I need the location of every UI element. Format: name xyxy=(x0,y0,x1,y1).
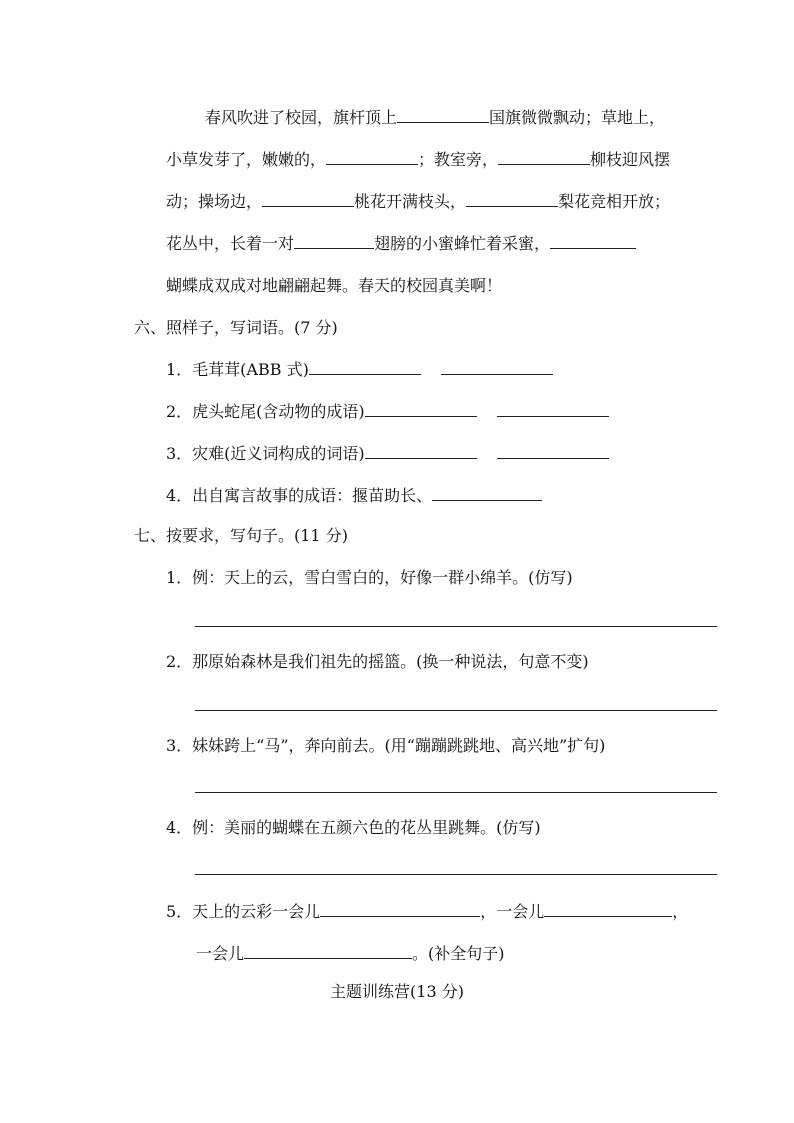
fill-blank[interactable] xyxy=(466,190,558,207)
section-7-item-1: 1．例：天上的云，雪白雪白的，好像一群小绵羊。(仿写) xyxy=(166,568,573,587)
fill-blank[interactable] xyxy=(326,148,418,165)
section-6-item-4 xyxy=(166,484,542,508)
passage-text: 动；操场边， xyxy=(166,192,263,211)
answer-blank[interactable] xyxy=(309,358,421,375)
section-7-item-3: 3．妹妹跨上“马”，奔向前去。(用“蹦蹦跳跳地、高兴地”扩句) xyxy=(166,736,606,755)
item-text: 4．出自寓言故事的成语：揠苗助长、 xyxy=(166,486,433,505)
passage-text: 桃花开满枝头， xyxy=(354,192,467,211)
answer-blank[interactable] xyxy=(365,400,477,417)
fill-blank[interactable] xyxy=(498,148,590,165)
answer-line[interactable] xyxy=(195,710,717,711)
fill-blank[interactable] xyxy=(397,106,489,123)
passage-text: 翅膀的小蜜蜂忙着采蜜， xyxy=(374,234,551,253)
answer-blank[interactable] xyxy=(365,442,477,459)
passage-text: 小草发芽了，嫩嫩的， xyxy=(166,150,327,169)
passage-line-1 xyxy=(205,106,665,130)
passage-text: 春风吹进了校园，旗杆顶上 xyxy=(205,108,398,127)
passage-line-4 xyxy=(166,232,636,256)
answer-blank[interactable] xyxy=(544,900,672,917)
passage-text: 国旗微微飘动；草地上， xyxy=(489,108,666,127)
answer-blank[interactable] xyxy=(497,442,609,459)
section-6-item-3 xyxy=(166,442,609,466)
answer-blank[interactable] xyxy=(497,400,609,417)
section-7-item-2: 2．那原始森林是我们祖先的摇篮。(换一种说法，句意不变) xyxy=(166,652,589,671)
passage-text: 柳枝迎风摆 xyxy=(590,150,671,169)
section-6-item-2 xyxy=(166,400,609,424)
answer-line[interactable] xyxy=(195,792,717,793)
passage-text: 梨花竞相开放； xyxy=(558,192,671,211)
item-text: 2．虎头蛇尾(含动物的成语) xyxy=(166,402,365,421)
section-title: 主题训练营(13 分) xyxy=(330,982,464,1001)
answer-line[interactable] xyxy=(195,874,717,875)
fill-blank[interactable] xyxy=(294,232,374,249)
answer-blank[interactable] xyxy=(244,942,412,959)
section-7-item-5 xyxy=(166,900,688,924)
passage-text: ；教室旁， xyxy=(418,150,499,169)
section-7-item-4: 4．例：美丽的蝴蝶在五颜六色的花丛里跳舞。(仿写) xyxy=(166,818,541,837)
fill-blank[interactable] xyxy=(262,190,354,207)
passage-line-3 xyxy=(166,190,670,214)
answer-blank[interactable] xyxy=(441,358,553,375)
fill-blank[interactable] xyxy=(550,232,636,249)
answer-blank[interactable] xyxy=(320,900,480,917)
item-text: ， xyxy=(672,902,689,921)
item-text: 一会儿 xyxy=(196,944,245,963)
answer-line[interactable] xyxy=(195,626,717,627)
item-text: 5．天上的云彩一会儿 xyxy=(166,902,321,921)
item-text: 。(补全句子) xyxy=(412,944,505,963)
section-6-item-1 xyxy=(166,358,553,382)
item-text: 1．毛茸茸(ABB 式) xyxy=(166,360,309,379)
passage-line-5: 蝴蝶成双成对地翩翩起舞。春天的校园真美啊！ xyxy=(166,276,503,295)
passage-line-2 xyxy=(166,148,670,172)
item-text: ，一会儿 xyxy=(480,902,545,921)
item-text: 3．灾难(近义词构成的词语) xyxy=(166,444,365,463)
passage-text: 花丛中，长着一对 xyxy=(166,234,295,253)
section-6-heading: 六、照样子，写词语。(7 分) xyxy=(134,318,338,337)
answer-blank[interactable] xyxy=(432,484,542,501)
section-7-heading: 七、按要求，写句子。(11 分) xyxy=(134,526,348,545)
section-7-item-5-cont xyxy=(196,942,505,966)
